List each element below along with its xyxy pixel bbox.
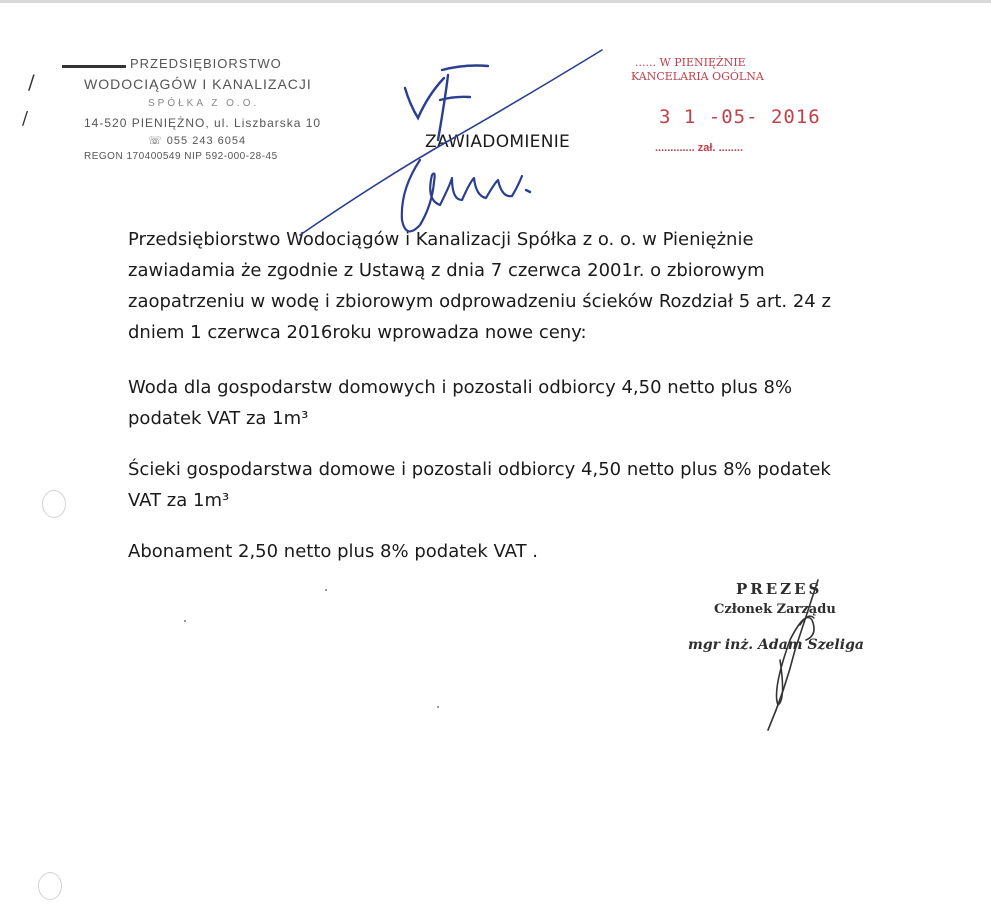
paper-speck <box>437 706 439 708</box>
paragraph-line: VAT za 1m³ <box>128 490 230 511</box>
office-stamp-attachments: ............. zał. ........ <box>655 142 744 154</box>
paragraph-line: zaopatrzeniu w wodę i zbiorowym odprowadzeniu ścieków Rozdział 5 art. 24 z <box>128 291 831 312</box>
handwritten-signature <box>402 160 522 231</box>
punch-hole <box>38 872 62 900</box>
handwritten-dot <box>526 190 530 192</box>
stamp-company-phone: ☏ 055 243 6054 <box>148 135 247 147</box>
paper-speck <box>184 620 186 622</box>
stamp-company-name: PRZEDSIĘBIORSTWO <box>130 56 282 71</box>
paragraph-line: zawiadamia że zgodnie z Ustawą z dnia 7 czerwca 2001r. o zbiorowym <box>128 260 765 281</box>
paragraph-line: Przedsiębiorstwo Wodociągów i Kanalizacji Spółka z o. o. w Pieniężnie <box>128 229 754 250</box>
paragraph-line: podatek VAT za 1m³ <box>128 408 309 429</box>
paragraph-sewage-price <box>128 454 831 516</box>
signature-name: mgr inż. Adam Szeliga <box>688 637 864 653</box>
office-stamp-line1: ...... W PIENIĘŻNIE <box>635 56 746 69</box>
stamp-company-address: 14-520 PIENIĘŻNO, ul. Liszbarska 10 <box>84 116 322 130</box>
stamp-dash <box>62 65 126 68</box>
paragraph-subscription: Abonament 2,50 netto plus 8% podatek VAT . <box>128 541 539 562</box>
paper-speck <box>325 589 327 591</box>
stamp-company-name-2: WODOCIĄGÓW I KANALIZACJI <box>84 76 312 92</box>
paragraph-line: Woda dla gospodarstw domowych i pozostali odbiorcy 4,50 netto plus 8% <box>128 377 793 398</box>
office-stamp-line2: KANCELARIA OGÓLNA <box>631 70 764 83</box>
handwritten-signature <box>800 616 814 625</box>
handwritten-initials <box>405 78 444 118</box>
paragraph-line: dniem 1 czerwca 2016roku wprowadza nowe ceny: <box>128 322 587 343</box>
office-stamp-date: 3 1 -05- 2016 <box>659 106 821 128</box>
paragraph-line: Ścieki gospodarstwa domowe i pozostali odbiorcy 4,50 netto plus 8% podatek <box>128 459 831 480</box>
paragraph-water-price <box>128 372 792 434</box>
handwritten-signature <box>777 618 815 706</box>
stamp-company-regon: REGON 170400549 NIP 592-000-28-45 <box>84 151 278 162</box>
margin-mark: / <box>28 70 35 94</box>
paragraph-notice <box>128 224 831 348</box>
stamp-company-type: SPÓŁKA Z O.O. <box>148 98 260 109</box>
document-title: ZAWIADOMIENIE <box>425 132 571 152</box>
page-top-border <box>0 0 991 3</box>
handwritten-initials <box>438 66 488 141</box>
signature-title: PREZES <box>736 580 823 598</box>
margin-mark: / <box>22 108 29 129</box>
signature-role: Członek Zarządu <box>714 602 836 617</box>
punch-hole <box>42 490 66 518</box>
